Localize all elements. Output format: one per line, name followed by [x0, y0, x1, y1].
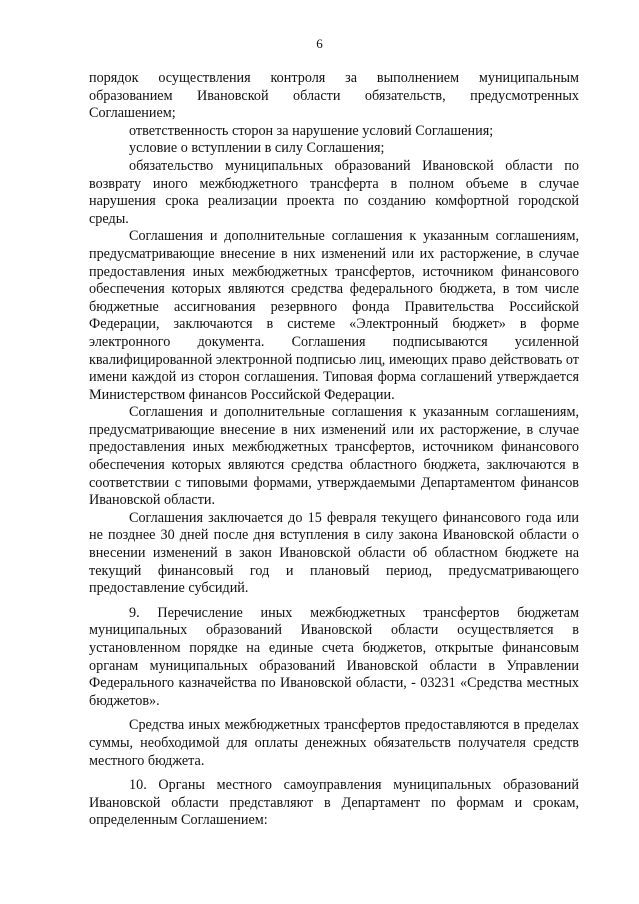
- paragraph: Соглашения и дополнительные соглашения к указанным соглашениям, предусматривающие внесение в них изменений или их расторжение, в случае предоставления иных межбюджетных трансфертов, источником финансового обеспечения которых являются средства федерального бюджета, в том числе бюджетные ассигнования резервного фонда Правительства Российской Федерации, заключаются в системе «Электронный бюджет» в форме электронного документа. Соглашения подписываются усиленной квалифицированной электронной подписью лиц, имеющих право действовать от имени каждой из сторон соглашения. Типовая форма соглашений утверждается Министерством финансов Российской Федерации.: [89, 228, 579, 403]
- paragraph: 10. Органы местного самоуправления муниципальных образований Ивановской области представляют в Департамент по формам и срокам, определенным Соглашением:: [89, 777, 579, 829]
- paragraph: условие о вступлении в силу Соглашения;: [129, 140, 385, 157]
- page-number: 6: [316, 36, 323, 51]
- paragraph: Соглашения и дополнительные соглашения к указанным соглашениям, предусматривающие внесение в них изменений или их расторжение, в случае предоставления иных межбюджетных трансфертов, источником финансового обеспечения которых являются средства областного бюджета, заключаются в соответствии с типовыми формами, утверждаемыми Департаментом финансов Ивановской области.: [89, 404, 579, 509]
- body-text: [89, 70, 579, 830]
- paragraph: ответственность сторон за нарушение условий Соглашения;: [129, 122, 494, 139]
- paragraph: 9. Перечисление иных межбюджетных трансфертов бюджетам муниципальных образований Ивановской области осуществляется в установленном порядке на единые счета бюджетов, открытые финансовым органам муниципальных образований Ивановской области в Управлении Федерального казначейства по Ивановской области, - 03231 «Средства местных бюджетов».: [89, 604, 579, 709]
- paragraph: порядок осуществления контроля за выполнением муниципальным образованием Ивановской области обязательств, предусмотренных Соглашением;: [89, 70, 579, 122]
- paragraph: Соглашения заключается до 15 февраля текущего финансового года или не позднее 30 дней после дня вступления в силу закона Ивановской области о внесении изменений в закон Ивановской области об областном бюджете на текущий финансовый год и плановый период, предусматривающего предоставление субсидий.: [89, 509, 579, 597]
- paragraph: обязательство муниципальных образований Ивановской области по возврату иного межбюджетного трансферта в полном объеме в случае нарушения срока реализации проекта по созданию комфортной городской среды.: [89, 157, 579, 227]
- paragraph: Средства иных межбюджетных трансфертов предоставляются в пределах суммы, необходимой для оплаты денежных обязательств получателя средств местного бюджета.: [89, 717, 579, 769]
